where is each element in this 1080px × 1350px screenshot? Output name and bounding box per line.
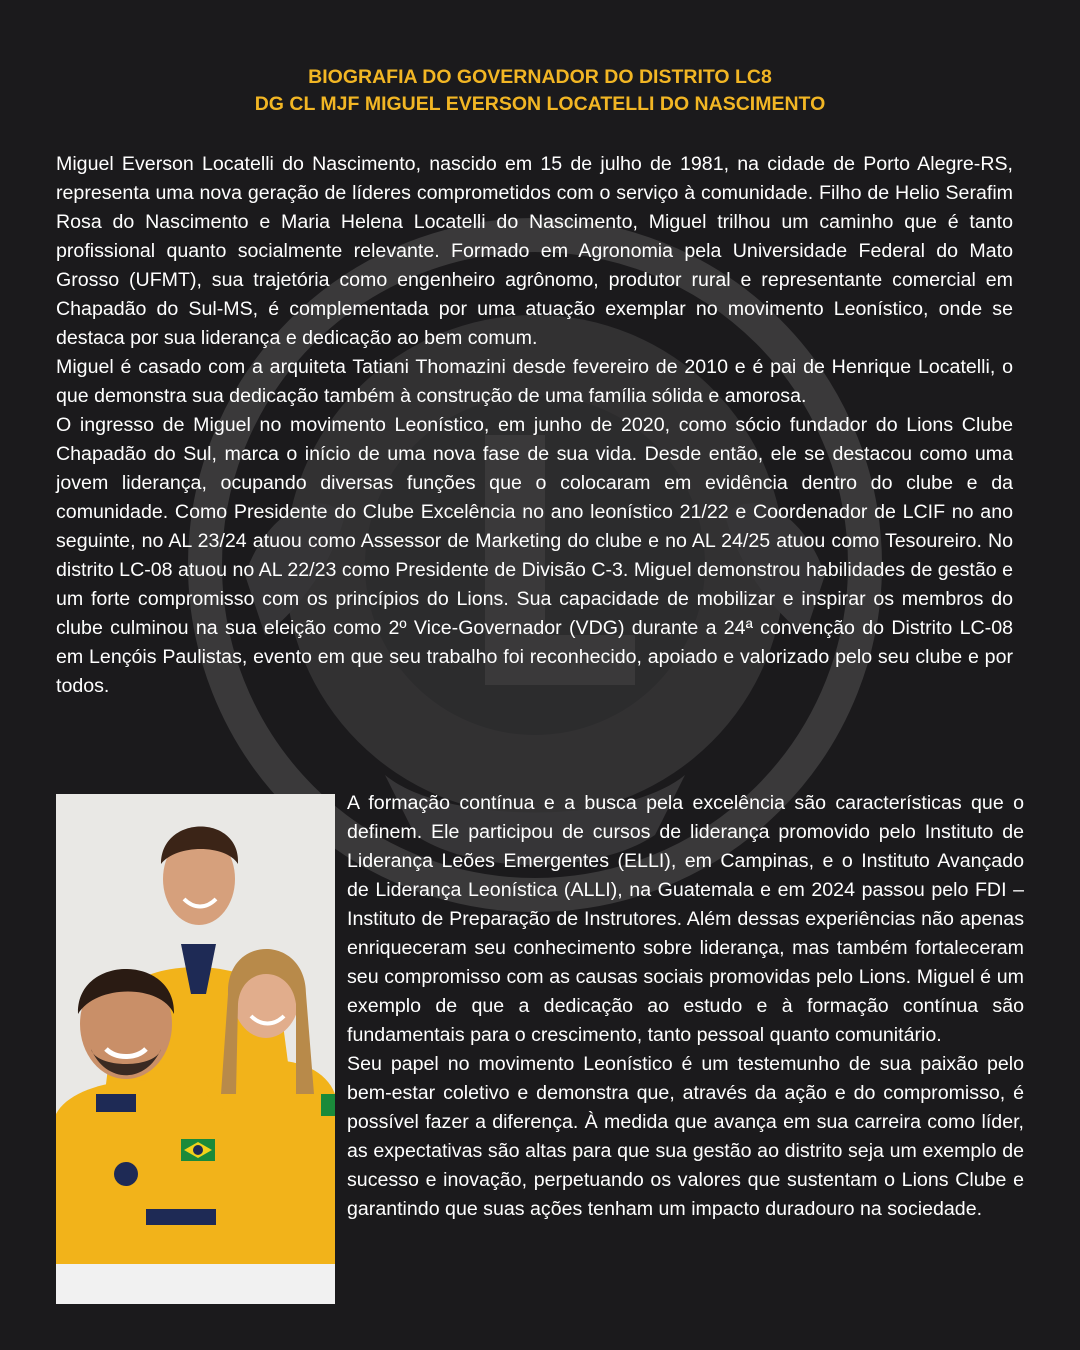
biography-main-text [56, 150, 1013, 701]
page-title [0, 64, 1080, 118]
title-line-2: DG CL MJF MIGUEL EVERSON LOCATELLI DO NASCIMENTO [254, 93, 826, 115]
biography-side-text [347, 789, 1024, 1224]
biography-paragraph: Seu papel no movimento Leonístico é um testemunho de sua paixão pelo bem-estar coletivo e demonstra que, através da ação e do compromisso, é possível fazer a diferença. À medida que avança em sua carreira como líder, as expectativas são altas para que sua gestão ao distrito seja um exemplo de sucesso e inovação, perpetuando os valores que sustentam o Lions Clube e garantindo que suas ações tenham um impacto duradouro na sociedade. [347, 1053, 1024, 1220]
family-photo [56, 794, 335, 1304]
biography-paragraph: O ingresso de Miguel no movimento Leonístico, em junho de 2020, como sócio fundador do Lions Clube Chapadão do Sul, marca o início de uma nova fase de sua vida. Desde então, ele se destacou como uma jovem liderança, ocupando diversas funções que o colocaram em evidência dentro do clube e da comunidade. Como Presidente do Clube Excelência no ano leonístico 21/22 e Coordenador de LCIF no ano seguinte, no AL 23/24 atuou como Assessor de Marketing do clube e no AL 24/25 atuou como Tesoureiro. No distrito LC-08 atuou no AL 22/23 como Presidente de Divisão C-3. Miguel demonstrou habilidades de gestão e um forte compromisso com os princípios do Lions. Sua capacidade de mobilizar e inspirar os membros do clube culminou na sua eleição como 2º Vice-Governador (VDG) durante a 24ª convenção do Distrito LC-08 em Lençóis Paulistas, evento em que seu trabalho foi reconhecido, apoiado e valorizado pelo seu clube e por todos. [56, 414, 1013, 697]
biography-paragraph: Miguel Everson Locatelli do Nascimento, nascido em 15 de julho de 1981, na cidade de Porto Alegre-RS, representa uma nova geração de líderes comprometidos com o serviço à comunidade. Filho de Helio Serafim Rosa do Nascimento e Maria Helena Locatelli do Nascimento, Miguel trilhou um caminho que é tanto profissional quanto socialmente relevante. Formado em Agronomia pela Universidade Federal do Mato Grosso (UFMT), sua trajetória como engenheiro agrônomo, produtor rural e representante comercial em Chapadão do Sul-MS, é complementada por uma atuação exemplar no movimento Leonístico, onde se destaca por sua liderança e dedicação ao bem comum. [56, 153, 1013, 349]
biography-paragraph: Miguel é casado com a arquiteta Tatiani Thomazini desde fevereiro de 2010 e é pai de Henrique Locatelli, o que demonstra sua dedicação também à construção de uma família sólida e amorosa. [56, 356, 1013, 407]
biography-paragraph: A formação contínua e a busca pela excelência são características que o definem. Ele participou de cursos de liderança promovido pelo Instituto de Liderança Leões Emergentes (ELLI), em Campinas, e o Instituto Avançado de Liderança Leonística (ALLI), na Guatemala e em 2024 passou pelo FDI – Instituto de Preparação de Instrutores. Além dessas experiências não apenas enriqueceram seu conhecimento sobre liderança, mas também fortaleceram seu compromisso com as causas sociais promovidas pelo Lions. Miguel é um exemplo de que a dedicação ao estudo e à formação contínua são fundamentais para o crescimento, tanto pessoal quanto comunitário. [347, 792, 1024, 1046]
title-line-1: BIOGRAFIA DO GOVERNADOR DO DISTRITO LC8 [308, 66, 772, 88]
